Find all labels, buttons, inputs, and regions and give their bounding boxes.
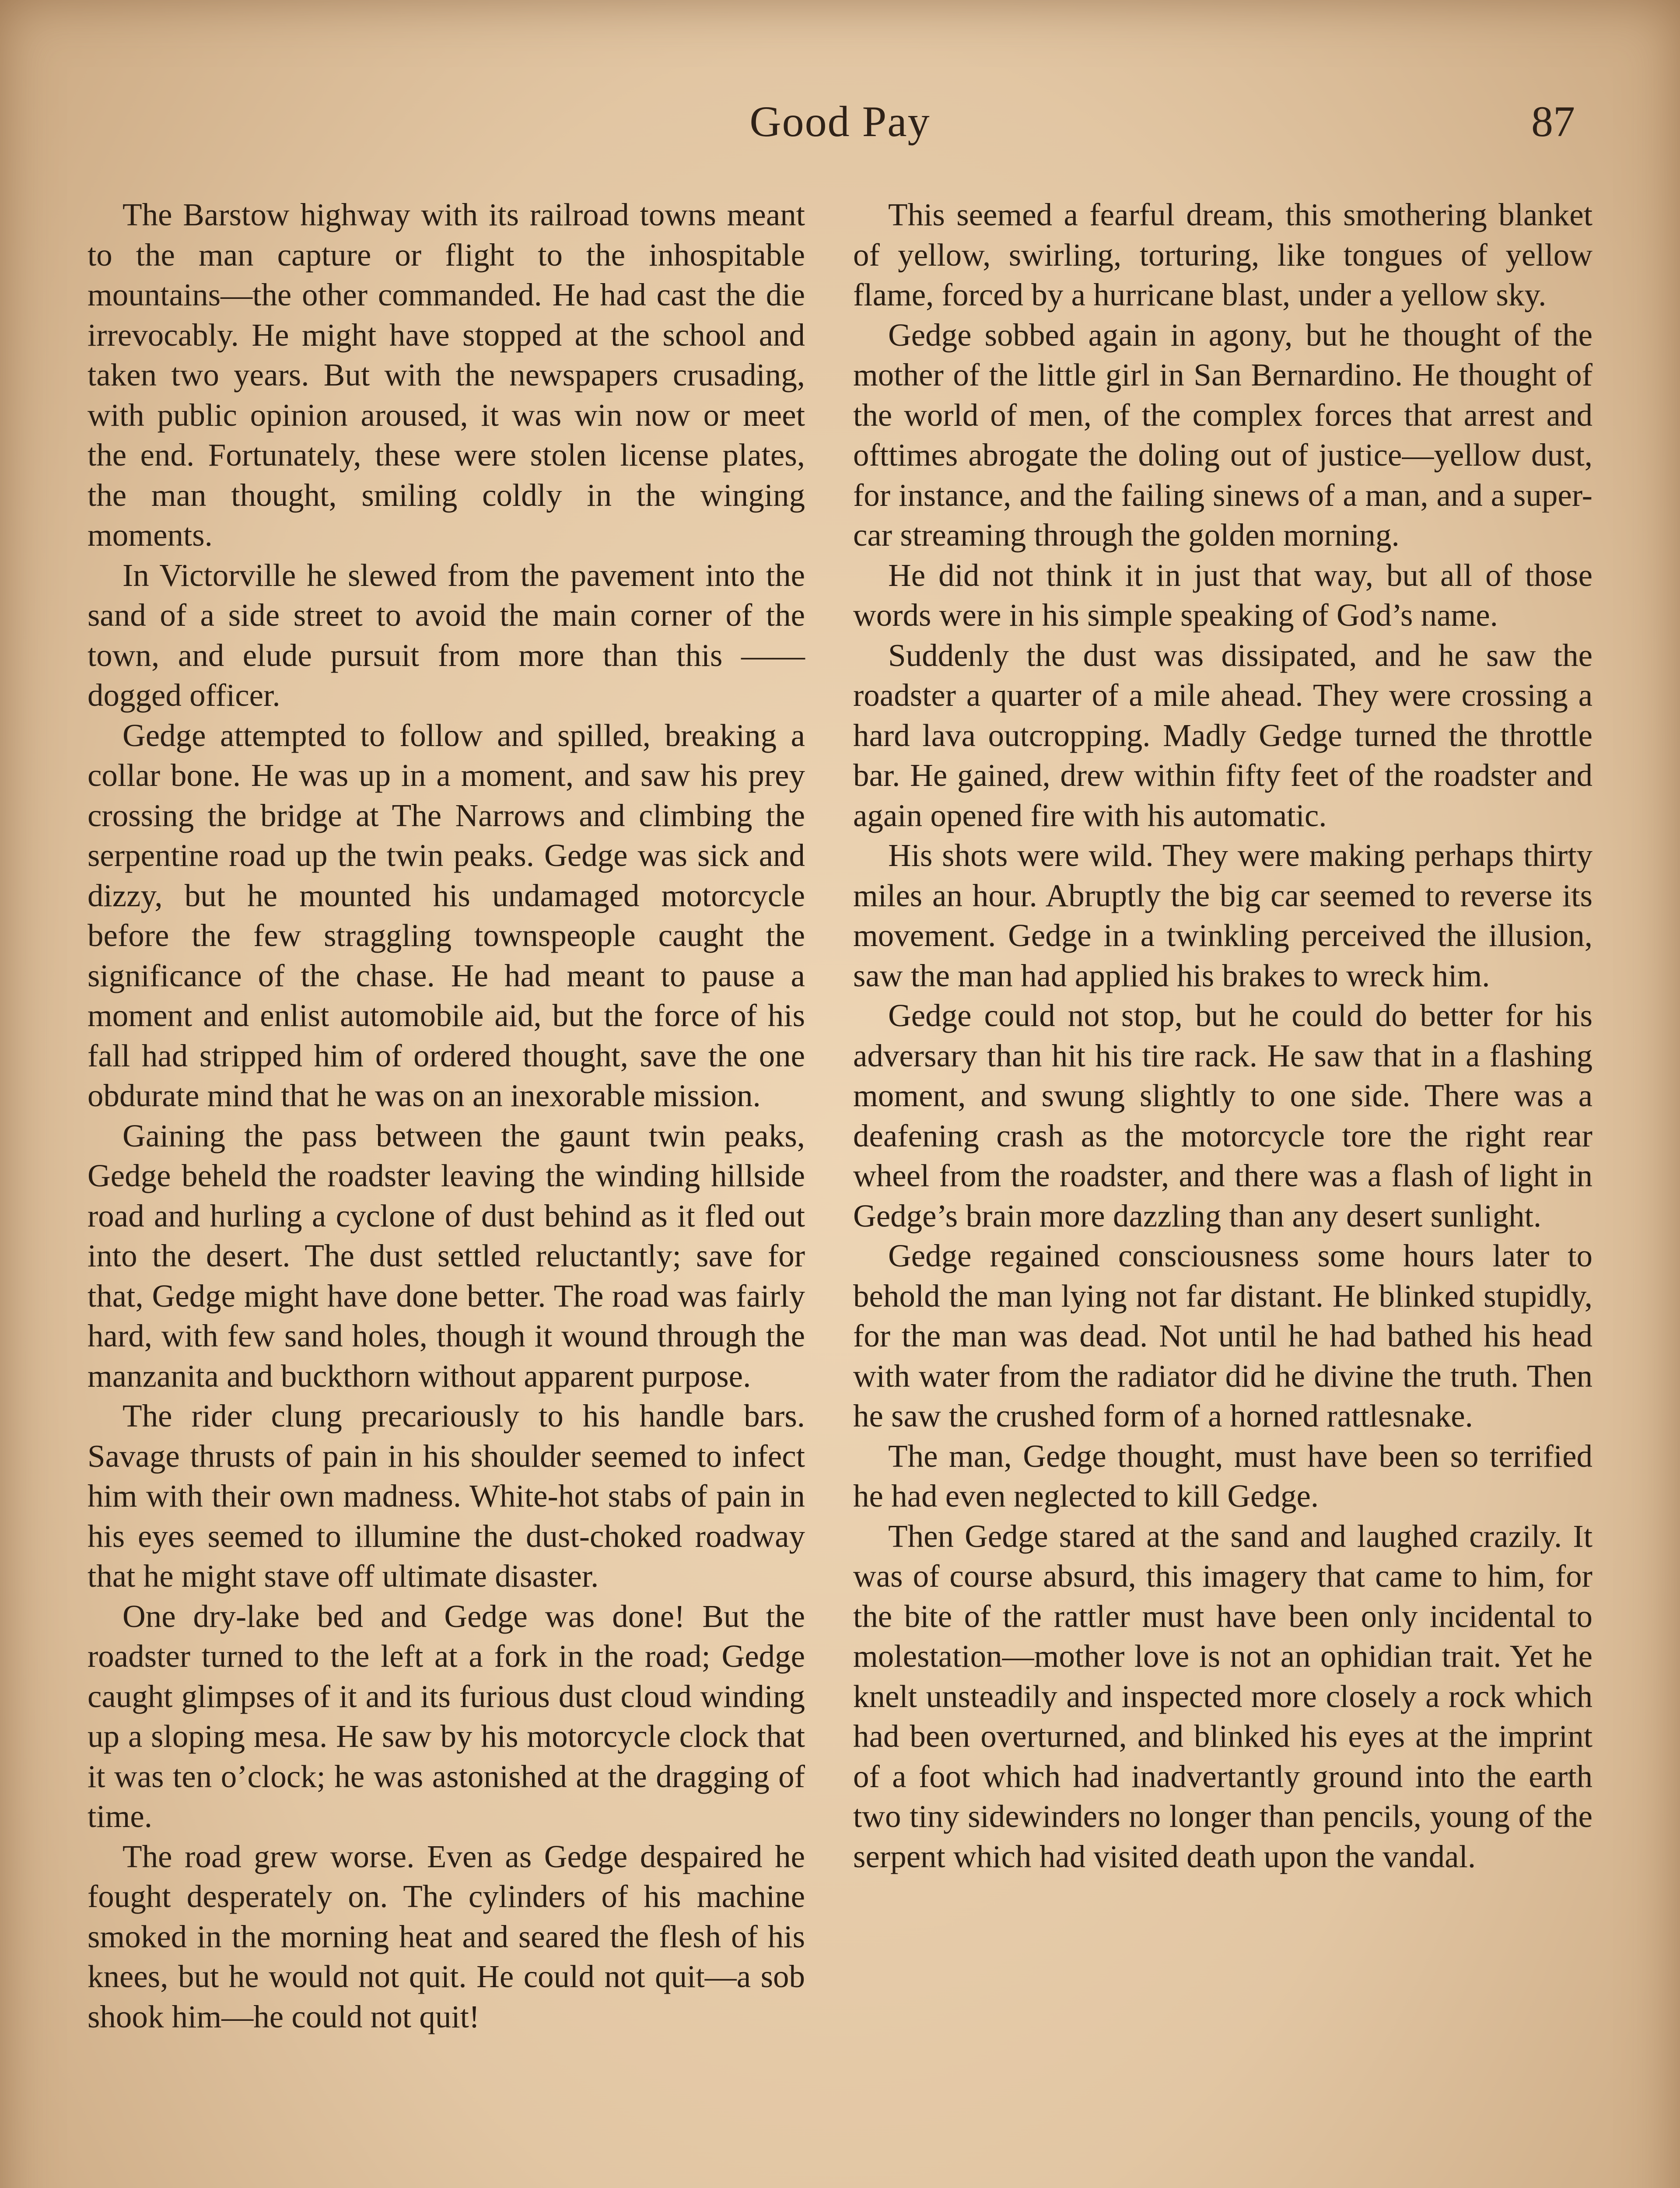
- paragraph: Gedge regained consciousness some hours later to behold the man lying not far distant. He blinked stupidly, for the man was dead. Not until he had bathed his head with water from the radiator did he divine the truth. Then he saw the crushed form of a horned rattlesnake.: [853, 1238, 1592, 1434]
- paragraph: Gedge sobbed again in agony, but he thought of the mother of the little girl in San Bernardino. He thought of the world of men, of the complex forces that arrest and ofttimes abrogate the doling out of justice—yellow dust, for instance, and the failing sinews of a man, and a super-car streaming through the golden morning.: [853, 317, 1592, 553]
- running-title: Good Pay: [749, 97, 931, 146]
- paragraph: Gedge could not stop, but he could do better for his adversary than hit his tire rack. He saw that in a flashing moment, and swung slightly to one side. There was a deafening crash as the motorcycle tore the right rear wheel from the roadster, and there was a flash of light in Gedge’s brain more dazzling than any desert sunlight.: [853, 998, 1592, 1234]
- paragraph: His shots were wild. They were making perhaps thirty miles an hour. Abruptly the big car seemed to reverse its movement. Gedge in a twinkling perceived the illusion, saw the man had applied his brakes to wreck him.: [853, 838, 1592, 993]
- paragraph: The man, Gedge thought, must have been so terrified he had even neglected to kill Gedge.: [853, 1438, 1592, 1514]
- paragraph: One dry-lake bed and Gedge was done! But the roadster turned to the left at a fork in the road; Gedge caught glimpses of it and its furious dust cloud winding up a sloping mesa. He saw by his motorcycle clock that it was ten o’clock; he was astonished at the dragging of time.: [88, 1598, 805, 1834]
- paragraph: Suddenly the dust was dissipated, and he saw the roadster a quarter of a mile ahead. They were crossing a hard lava outcropping. Madly Gedge turned the throttle bar. He gained, drew within fifty feet of the roadster and again opened fire with his automatic.: [853, 637, 1592, 833]
- paragraph: Gedge attempted to follow and spilled, breaking a collar bone. He was up in a moment, and saw his prey crossing the bridge at The Narrows and climbing the serpentine road up the twin peaks. Gedge was sick and dizzy, but he mounted his undamaged motorcycle before the few straggling townspeople caught the significance of the chase. He had meant to pause a moment and enlist automobile aid, but the force of his fall had stripped him of ordered thought, save the one obdurate mind that he was on an inexorable mission.: [88, 717, 805, 1113]
- page-header: [0, 88, 1680, 149]
- paragraph: In Victorville he slewed from the pavement into the sand of a side street to avoid the main corner of the town, and elude pursuit from more than this —— dogged officer.: [88, 557, 805, 713]
- paragraph: He did not think it in just that way, but all of those words were in his simple speaking of God’s name.: [853, 557, 1592, 633]
- right-column: [853, 195, 1592, 1876]
- paragraph: Then Gedge stared at the sand and laughed crazily. It was of course absurd, this imagery that came to him, for the bite of the rattler must have been only incidental to molestation—mother love is not an ophidian trait. Yet he knelt unsteadily and inspected more closely a rock which had been overturned, and blinked his eyes at the imprint of a foot which had inadvertantly ground into the earth two tiny sidewinders no longer than pencils, young of the serpent which had visited death upon the vandal.: [853, 1518, 1592, 1874]
- page-number: 87: [1531, 97, 1575, 146]
- left-column: [88, 195, 805, 2037]
- paragraph: This seemed a fearful dream, this smothering blanket of yellow, swirling, torturing, like tongues of yellow flame, forced by a hurricane blast, under a yellow sky.: [853, 197, 1592, 312]
- paragraph: Gaining the pass between the gaunt twin peaks, Gedge beheld the roadster leaving the winding hillside road and hurling a cyclone of dust behind as it fled out into the desert. The dust settled reluctantly; save for that, Gedge might have done better. The road was fairly hard, with few sand holes, though it wound through the manzanita and buckthorn without apparent purpose.: [88, 1118, 805, 1394]
- paragraph: The road grew worse. Even as Gedge despaired he fought desperately on. The cylinders of his machine smoked in the morning heat and seared the flesh of his knees, but he would not quit. He could not quit—a sob shook him—he could not quit!: [88, 1838, 805, 2034]
- paragraph: The rider clung precariously to his handle bars. Savage thrusts of pain in his shoulder seemed to infect him with their own madness. White-hot stabs of pain in his eyes seemed to illumine the dust-choked roadway that he might stave off ultimate disaster.: [88, 1398, 805, 1594]
- paragraph: The Barstow highway with its railroad towns meant to the man capture or flight to the inhospitable mountains—the other commanded. He had cast the die irrevocably. He might have stopped at the school and taken two years. But with the newspapers crusading, with public opinion aroused, it was win now or meet the end. Fortunately, these were stolen license plates, the man thought, smiling coldly in the winging moments.: [88, 197, 805, 553]
